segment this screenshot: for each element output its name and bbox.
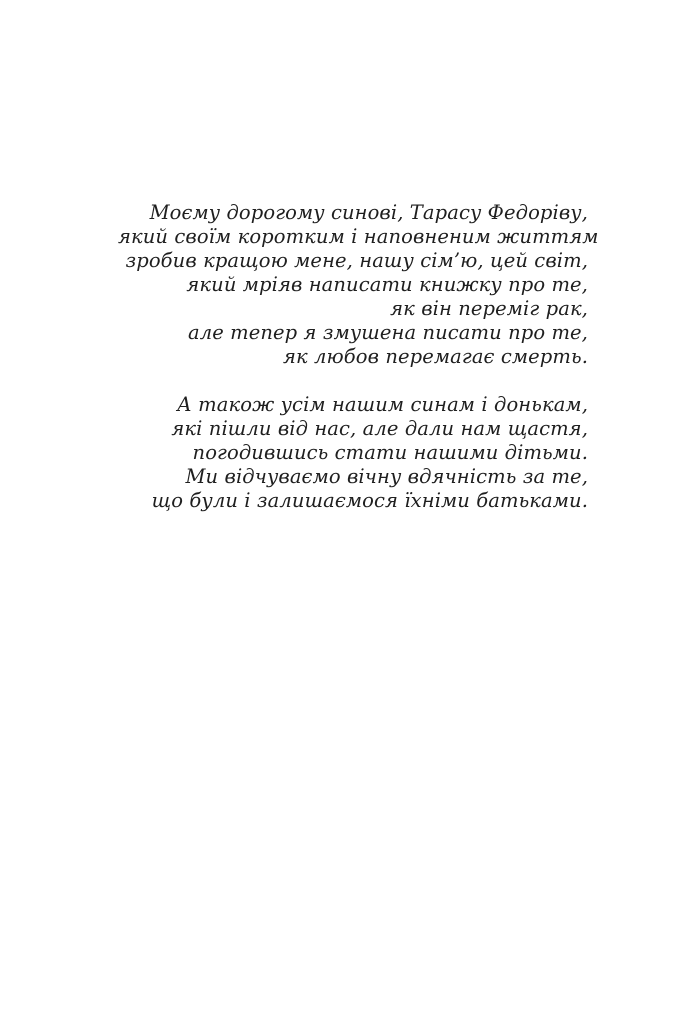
dedication-line: але тепер я змушена писати про те,: [187, 321, 588, 344]
dedication-line: погодившись стати нашими дітьми.: [192, 441, 588, 464]
dedication-line: що були і залишаємося їхніми батьками.: [151, 489, 588, 512]
dedication-paragraph-1: [118, 201, 599, 369]
dedication-line: який мріяв написати книжку про те,: [186, 273, 588, 296]
dedication-line: зробив кращою мене, нашу сім’ю, цей світ,: [125, 249, 588, 272]
dedication-line: Ми відчуваємо вічну вдячність за те,: [185, 465, 588, 488]
dedication-line: А також усім нашим синам і донькам,: [177, 393, 588, 416]
dedication-line: який своїм коротким і наповненим життям: [118, 225, 599, 248]
dedication-line: які пішли від нас, але дали нам щастя,: [171, 417, 588, 440]
dedication-line: як він переміг рак,: [390, 297, 588, 320]
dedication-line: Моєму дорогому синові, Тарасу Федоріву,: [149, 201, 588, 224]
dedication-paragraph-2: [118, 393, 588, 513]
dedication-line: як любов перемагає смерть.: [282, 345, 588, 368]
dedication-text: [118, 201, 599, 513]
